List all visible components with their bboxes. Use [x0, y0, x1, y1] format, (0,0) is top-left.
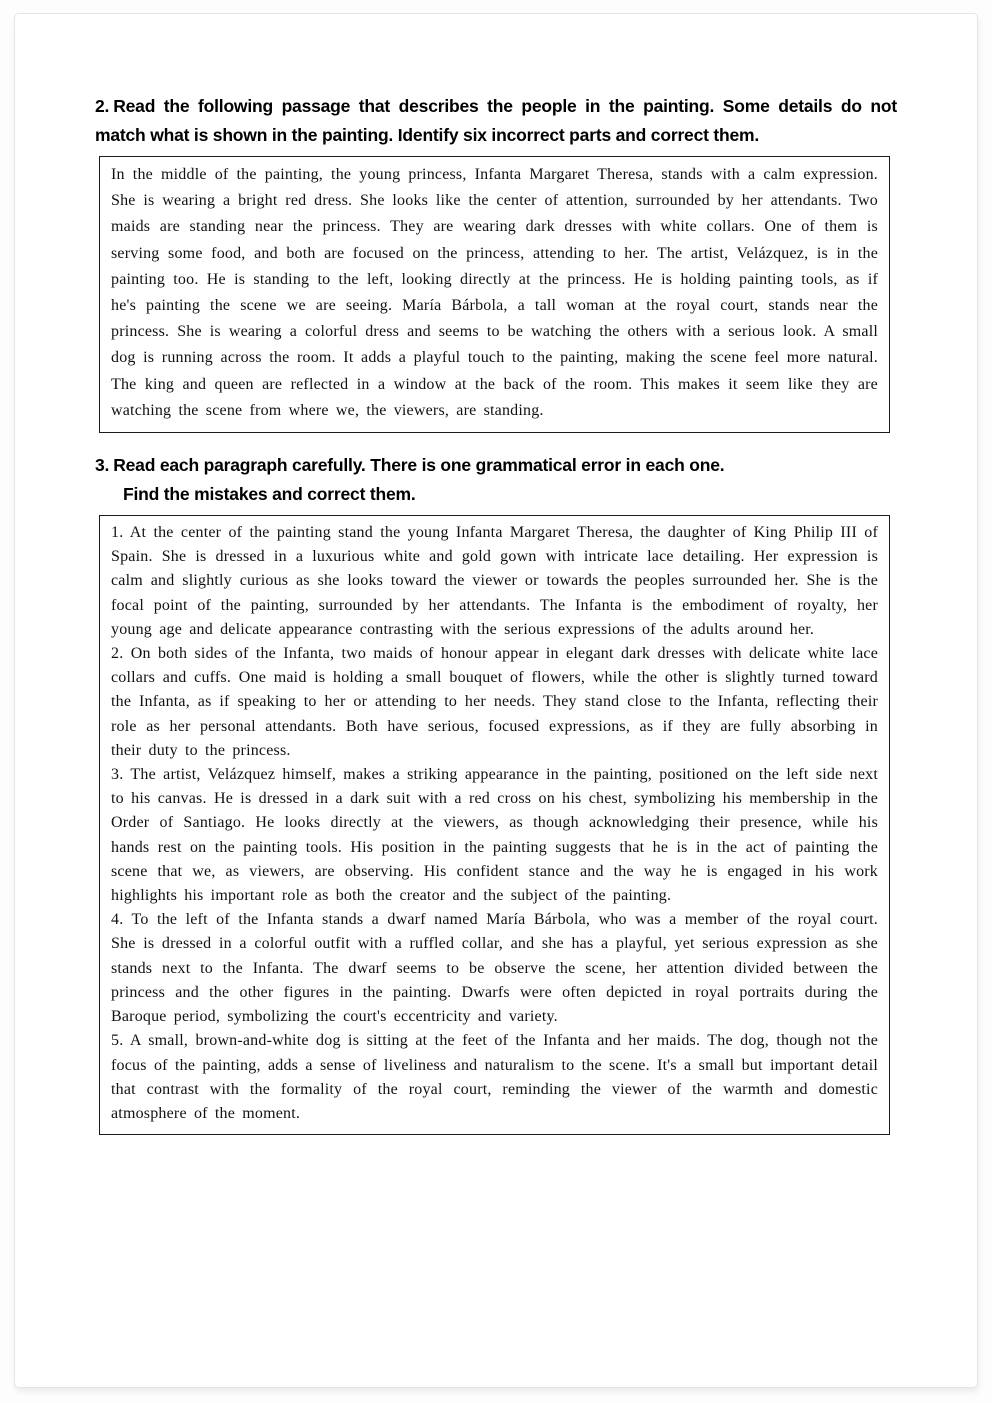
exercise-3-prompt-text: Read each paragraph carefully. There is one grammatical error in each one. [113, 455, 725, 476]
exercise-2-prompt-text: Read the following passage that describes the people in the painting. Some details do not match what is shown in the painting. Identify six incorrect parts and correct them. [95, 96, 897, 145]
exercise-3-prompt-line1 [95, 451, 897, 480]
worksheet-page [14, 13, 978, 1388]
exercise-3-prompt-line2: Find the mistakes and correct them. [123, 484, 416, 505]
exercise-3-paragraph-3: 3. The artist, Velázquez himself, makes a striking appearance in the painting, positioned on the left side next to his canvas. He is dressed in a dark suit with a red cross on his chest, symbolizing his membership in the Order of Santiago. He looks directly at the viewers, as though acknowledging their presence, while his hands rest on the painting tools. His position in the painting suggests that he is in the act of painting the scene that we, as viewers, are observing. His confident stance and the way he is engaged in his work highlights his important role as both the creator and the subject of the painting. [111, 766, 878, 905]
exercise-3-section [95, 451, 897, 1135]
exercise-3-number: 3. [95, 455, 110, 476]
exercise-3-paragraph-2: 2. On both sides of the Infanta, two maids of honour appear in elegant dark dresses with delicate white lace collars and cuffs. One maid is holding a small bouquet of flowers, while the other is slightly turned toward the Infanta, as if speaking to her or attending to her needs. They stand close to the Infanta, reflecting their role as her personal attendants. Both have serious, focused expressions, as if they are fully absorbing in their duty to the princess. [111, 645, 878, 759]
exercise-3-paragraph-5: 5. A small, brown-and-white dog is sitting at the feet of the Infanta and her maids. The dog, though not the focus of the painting, adds a sense of liveliness and naturalism to the scene. It's a small but important detail that contrast with the formality of the royal court, reminding the viewer of the warmth and domestic atmosphere of the moment. [111, 1032, 878, 1122]
exercise-2-section [95, 92, 897, 433]
exercise-3-paragraph-4: 4. To the left of the Infanta stands a dwarf named María Bárbola, who was a member of the royal court. She is dressed in a colorful outfit with a ruffled collar, and she has a playful, yet serious expression as she stands next to the Infanta. The dwarf seems to be observe the scene, her attention divided between the princess and the other figures in the painting. Dwarfs were often depicted in royal portraits during the Baroque period, symbolizing the court's eccentricity and variety. [111, 911, 878, 1026]
exercise-2-passage-box [99, 156, 890, 433]
exercise-3-paragraph-1: 1. At the center of the painting stand the young Infanta Margaret Theresa, the daughter of King Philip III of Spain. She is dressed in a luxurious white and gold gown with intricate lace detailing. Her expression is calm and slightly curious as she looks toward the viewer or towards the peoples surrounded her. She is the focal point of the painting, surrounded by her attendants. The Infanta is the embodiment of royalty, her young age and delicate appearance contrasting with the serious expressions of the adults around her. [111, 524, 878, 638]
exercise-2-passage-text: In the middle of the painting, the young princess, Infanta Margaret Theresa, stands with a calm expression. She is wearing a bright red dress. She looks like the center of attention, surrounded by her attendants. Two maids are standing near the princess. They are wearing dark dresses with white collars. One of them is serving some food, and both are focused on the princess, attending to her. The artist, Velázquez, is in the painting too. He is standing to the left, looking directly at the princess. He is holding painting tools, as if he's painting the scene we are seeing. María Bárbola, a tall woman at the royal court, stands near the princess. She is wearing a colorful dress and seems to be watching the others with a serious look. A small dog is running across the room. It adds a playful touch to the painting, making the scene feel more natural. The king and queen are reflected in a window at the back of the room. This makes it seem like they are watching the scene from where we, the viewers, are standing. [111, 166, 878, 419]
exercise-2-prompt [95, 92, 897, 150]
exercise-3-prompt [95, 451, 897, 509]
exercise-3-passage-box [99, 515, 890, 1135]
exercise-2-number: 2. [95, 96, 110, 116]
